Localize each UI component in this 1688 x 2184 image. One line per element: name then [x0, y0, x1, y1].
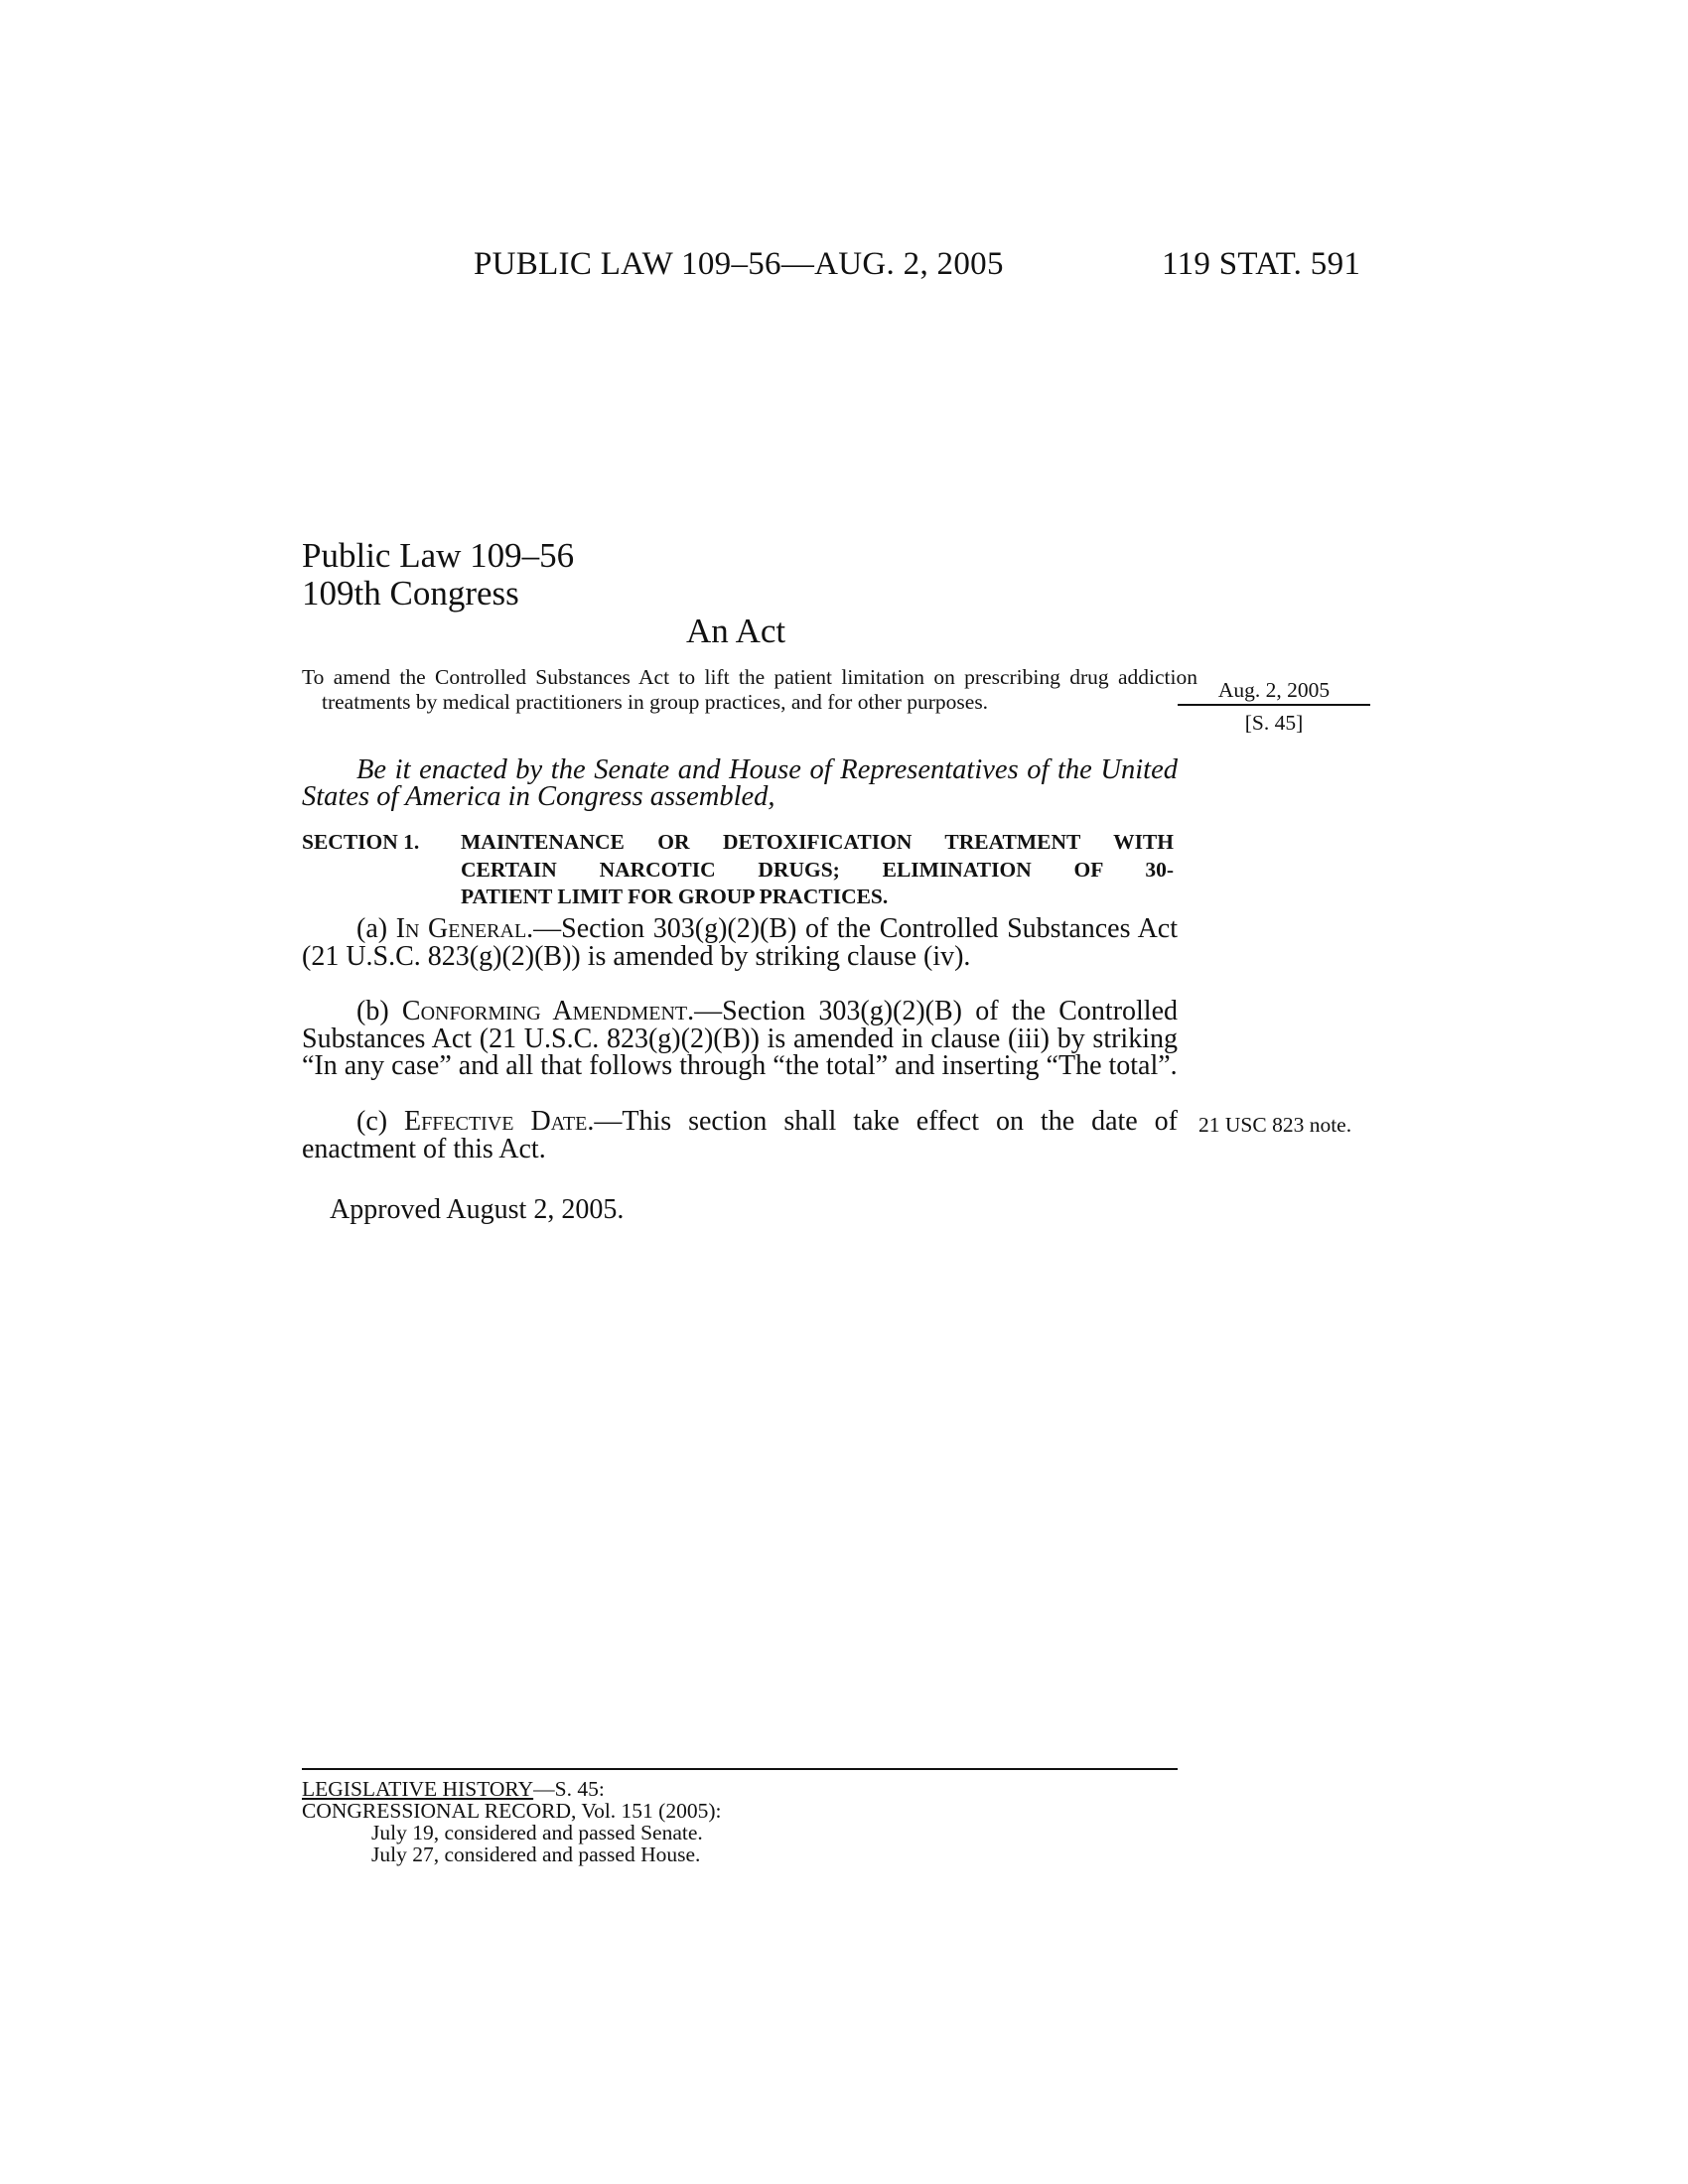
margin-bill-number: [S. 45] [1244, 711, 1304, 735]
legislative-history-label: LEGISLATIVE HISTORY [302, 1777, 534, 1801]
enacting-clause: Be it enacted by the Senate and House of Representatives of the United States of America in Congress assembled, [302, 754, 1178, 812]
law-number: Public Law 109–56 [302, 536, 575, 575]
subsection-b-text: .—Section 303(g)(2)(B) of the Controlled Substances Act (21 U.S.C. 823(g)(2)(B)) is amended in clause (iii) by striking “In any case” and all that follows through “the total” and inserting “The total”. [302, 996, 1178, 1081]
section-title-line: CERTAIN NARCOTIC DRUGS; ELIMINATION OF 30- [461, 857, 1174, 882]
section-title-line: PATIENT LIMIT FOR GROUP PRACTICES. [461, 885, 889, 908]
congressional-record: CONGRESSIONAL RECORD, Vol. 151 (2005): [302, 1799, 722, 1823]
section-title [461, 829, 1174, 911]
margin-usc-note: 21 USC 823 note. [1198, 1113, 1352, 1137]
subsection-b [302, 998, 1178, 1080]
subsection-a [302, 915, 1178, 970]
congress-number: 109th Congress [302, 574, 519, 613]
footnote-divider [302, 1768, 1178, 1770]
margin-approval-date: Aug. 2, 2005 [1178, 678, 1370, 706]
subsection-c-heading: Effective Date [404, 1106, 588, 1137]
subsection-c-text: .—This section shall take effect on the date of enactment of this Act. [302, 1106, 1179, 1164]
subsection-c-prefix: (c) [356, 1106, 405, 1137]
subsection-a-prefix: (a) [356, 913, 396, 944]
section-title-line: MAINTENANCE OR DETOXIFICATION TREATMENT WITH [461, 830, 1174, 854]
subsection-c [302, 1108, 1178, 1162]
history-item: July 27, considered and passed House. [371, 1843, 701, 1866]
act-title: An Act [686, 612, 786, 650]
subsection-b-prefix: (b) [356, 996, 402, 1026]
legislative-history [302, 1778, 1196, 1865]
subsection-a-text: .—Section 303(g)(2)(B) of the Controlled Substances Act (21 U.S.C. 823(g)(2)(B)) is amended by striking clause (iv). [302, 913, 1178, 972]
history-item: July 19, considered and passed Senate. [371, 1821, 703, 1844]
section-heading [302, 829, 1178, 911]
legislative-history-title [302, 1778, 1196, 1800]
purpose-statement: To amend the Controlled Substances Act to lift the patient limitation on prescribing drug addiction treatments by medical practitioners in group practices, and for other purposes. [302, 665, 1197, 714]
running-head: PUBLIC LAW 109–56—AUG. 2, 2005 [474, 246, 1004, 282]
section-label: SECTION 1. [302, 830, 420, 854]
stat-page-number: 119 STAT. 591 [1162, 246, 1361, 282]
subsection-a-heading: In General [395, 913, 527, 944]
legislative-history-bill: —S. 45: [533, 1777, 605, 1801]
approval-line: Approved August 2, 2005. [330, 1194, 625, 1225]
subsection-b-heading: Conforming Amendment [401, 996, 688, 1026]
